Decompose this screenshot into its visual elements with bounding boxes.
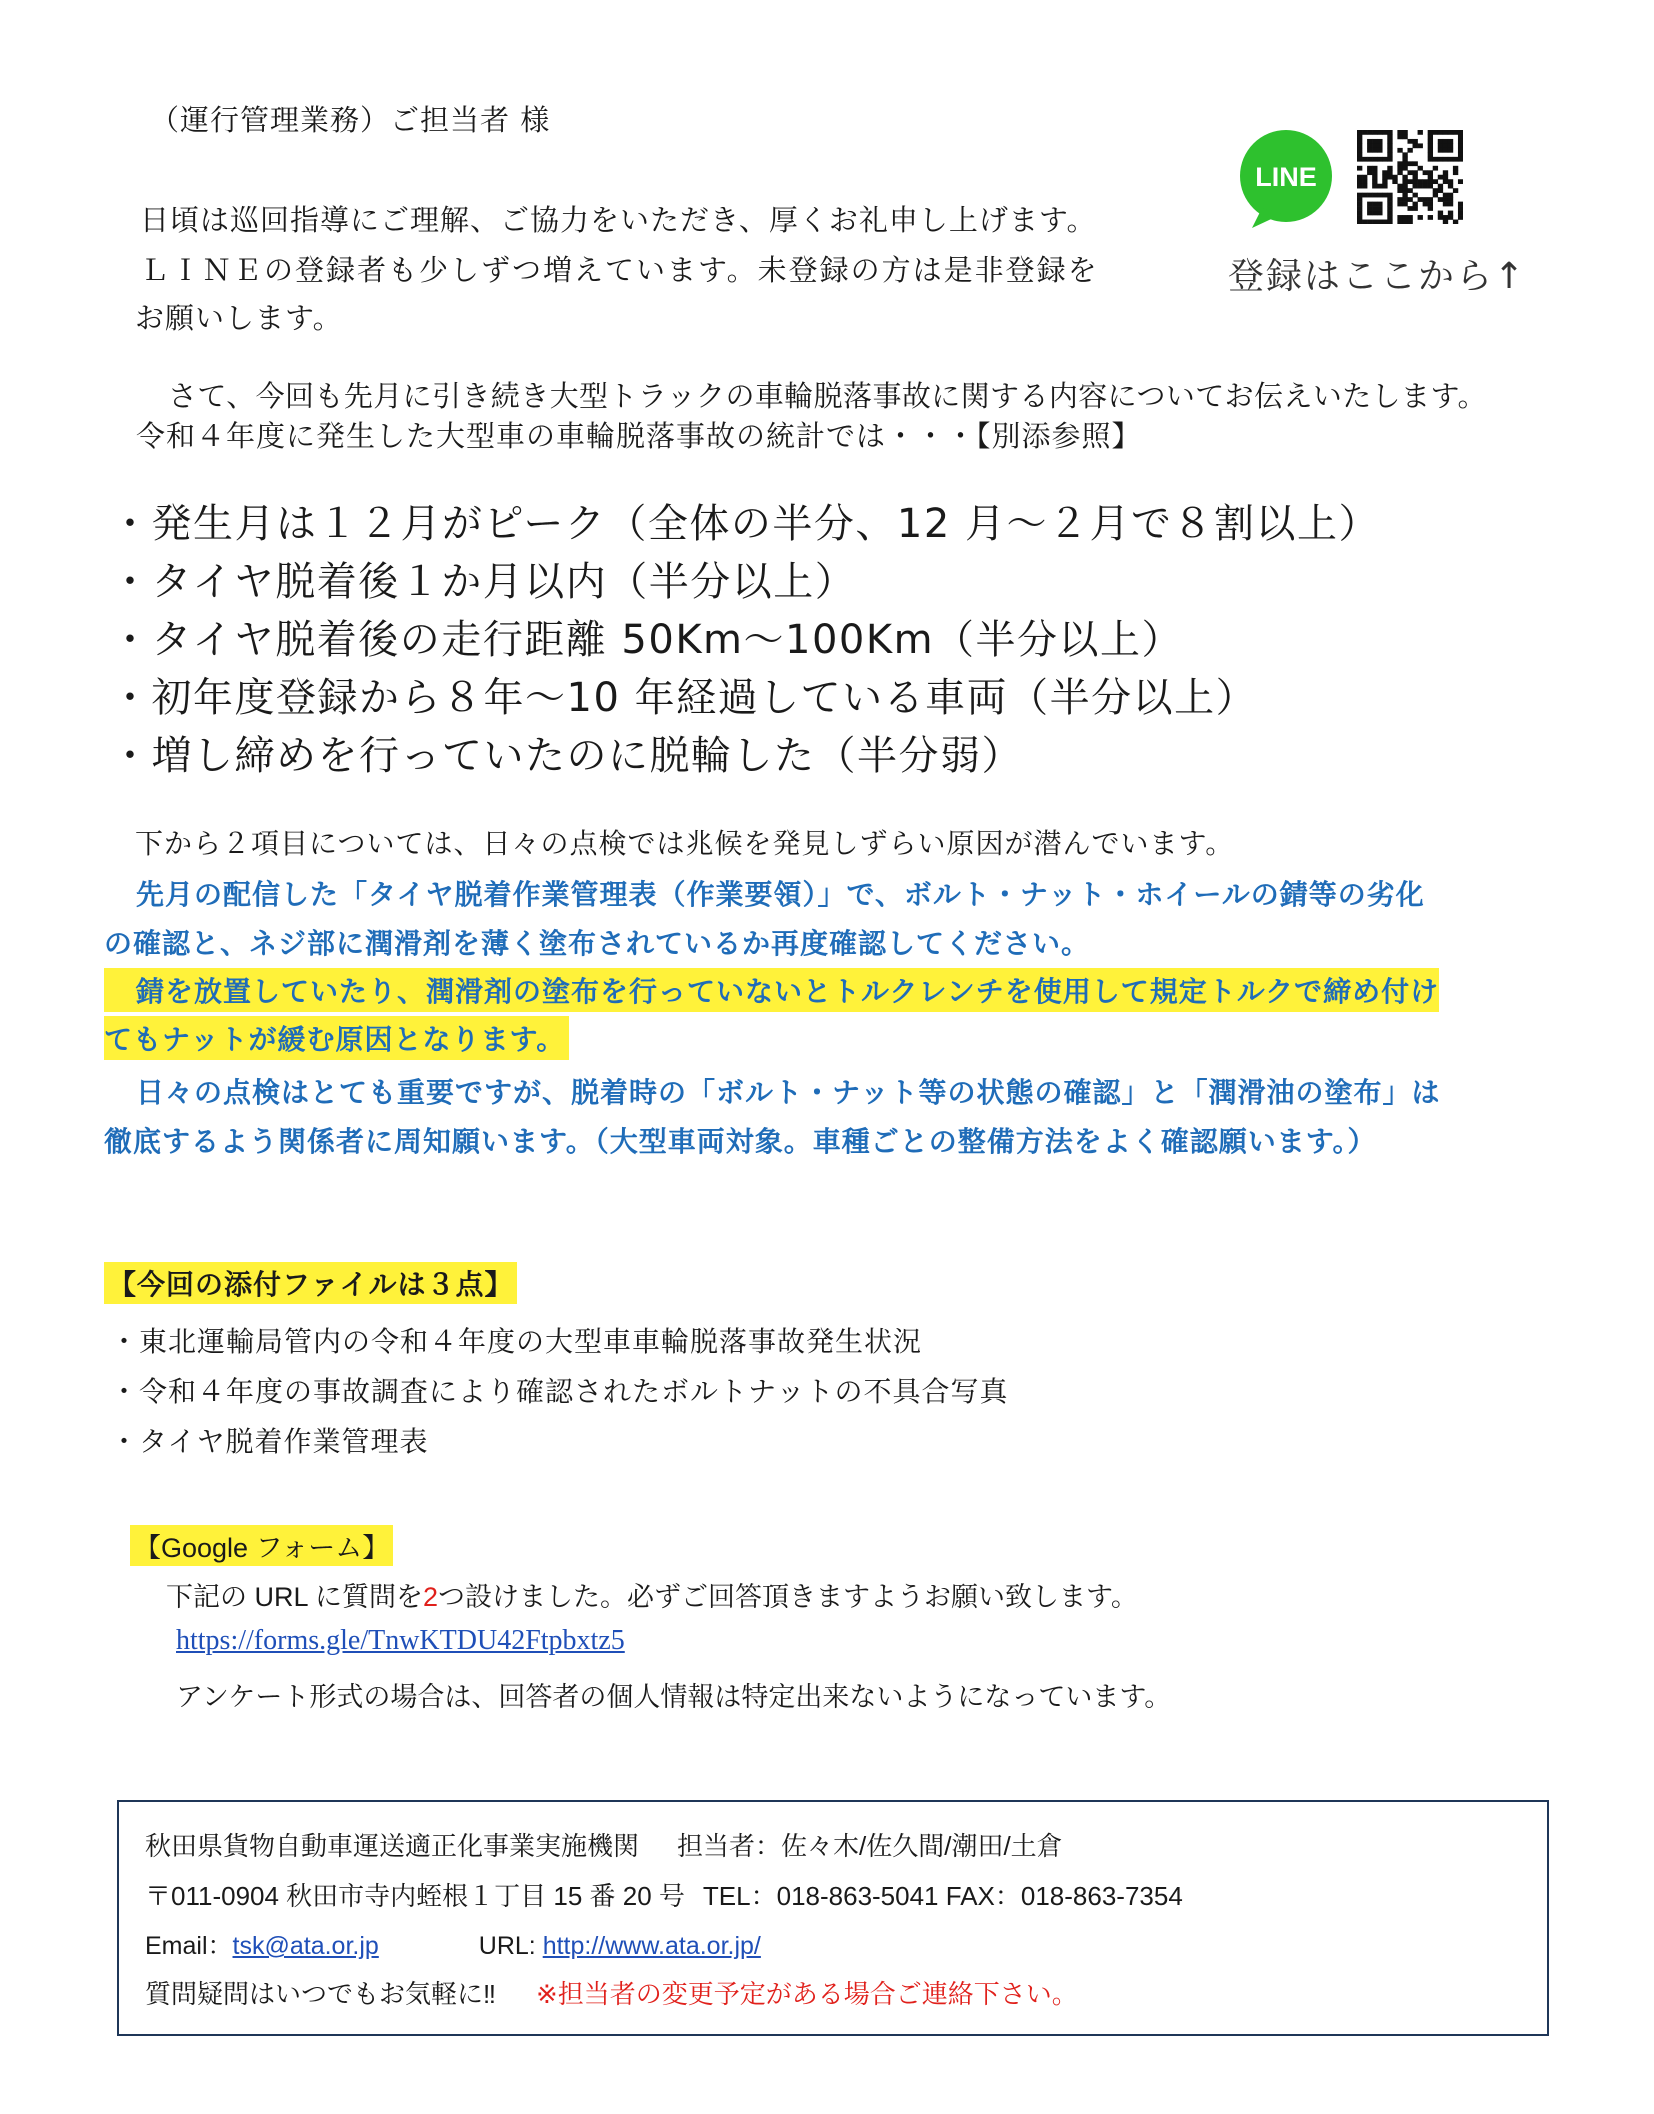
contact-staff: 担当者：佐々木/佐久間/潮田/土倉 xyxy=(677,1831,1063,1861)
contact-box xyxy=(117,1800,1549,2036)
attachment-item: ・タイヤ脱着作業管理表 xyxy=(110,1425,429,1458)
notice-highlight-1b: てもナットが緩む原因となります。 xyxy=(104,1016,569,1060)
stat-item: ・発生月は１２月がピーク（全体の半分、12 月～２月で８割以上） xyxy=(110,501,1381,547)
intro-line-1: さて、今回も先月に引き続き大型トラックの車輪脱落事故に関する内容についてお伝えいたします。 xyxy=(168,379,1487,413)
greeting-line-1: 日頃は巡回指導にご理解、ご協力をいただき、厚くお礼申し上げます。 xyxy=(140,203,1097,237)
notice-blue-1a: 先月の配信した「タイヤ脱着作業管理表（作業要領）」で、ボルト・ナット・ホイールの錆等の劣化 xyxy=(136,878,1425,911)
question-count: 2 xyxy=(423,1582,439,1612)
email-label: Email： xyxy=(145,1932,233,1960)
notice-blue-1b: の確認と、ネジ部に潤滑剤を薄く塗布されているか再度確認してください。 xyxy=(104,927,1091,960)
attachment-item: ・令和４年度の事故調査により確認されたボルトナットの不具合写真 xyxy=(110,1375,1009,1408)
addressee: （運行管理業務）ご担当者 様 xyxy=(150,103,551,137)
notice-blue-2b: 徹底するよう関係者に周知願います。（大型車両対象。車種ごとの整備方法をよく確認願います。） xyxy=(104,1125,1377,1158)
intro-line-2: 令和４年度に発生した大型車の車輪脱落事故の統計では・・・【別添参照】 xyxy=(136,419,1142,453)
google-form-text xyxy=(166,1575,1138,1614)
greeting-line-2: ＬＩＮＥの登録者も少しずつ増えています。未登録の方は是非登録を xyxy=(140,253,1099,287)
website-link[interactable]: http://www.ata.or.jp/ xyxy=(542,1932,761,1960)
stat-item: ・タイヤ脱着後１か月以内（半分以上） xyxy=(110,559,857,605)
email-link[interactable]: tsk@ata.or.jp xyxy=(232,1932,379,1960)
attachments-heading: 【今回の添付ファイルは３点】 xyxy=(104,1262,517,1304)
stat-item: ・タイヤ脱着後の走行距離 50Km～100Km（半分以上） xyxy=(110,617,1184,663)
google-form-text-after: つ設けました。必ずご回答頂きますようお願い致します。 xyxy=(438,1582,1138,1612)
google-form-text-before: 下記の URL に質問を xyxy=(166,1582,424,1612)
contact-casual-note: 質問疑問はいつでもお気軽に‼ xyxy=(145,1979,497,2009)
line-badge-text: LINE xyxy=(1255,162,1317,192)
url-label: URL: xyxy=(478,1932,543,1960)
google-form-url-link[interactable]: https://forms.gle/TnwKTDU42Ftpbxtz5 xyxy=(176,1625,625,1656)
attachment-item: ・東北運輸局管内の令和４年度の大型車車輪脱落事故発生状況 xyxy=(110,1325,923,1358)
contact-tel-fax: TEL：018-863-5041 FAX：018-863-7354 xyxy=(702,1881,1183,1911)
stat-item: ・初年度登録から８年～10 年経過している車両（半分以上） xyxy=(110,675,1258,721)
google-form-heading: 【Google フォーム】 xyxy=(130,1525,393,1566)
line-logo-icon[interactable] xyxy=(1232,128,1344,230)
contact-address: 〒011-0904 秋田市寺内蛭根１丁目 15 番 20 号 xyxy=(145,1881,685,1911)
contact-warning: ※担当者の変更予定がある場合ご連絡下さい。 xyxy=(536,1979,1078,2009)
notice-lead: 下から２項目については、日々の点検では兆候を発見しずらい原因が潜んでいます。 xyxy=(135,827,1235,860)
google-form-note: アンケート形式の場合は、回答者の個人情報は特定出来ないようになっています。 xyxy=(176,1682,1172,1712)
line-register-caption: 登録はここから↑ xyxy=(1228,256,1527,297)
notice-blue-2a: 日々の点検はとても重要ですが、脱着時の「ボルト・ナット等の状態の確認」と「潤滑油の塗布」は xyxy=(136,1076,1441,1109)
notice-highlight-1a: 錆を放置していたり、潤滑剤の塗布を行っていないとトルクレンチを使用して規定トルクで締め付け xyxy=(104,968,1439,1012)
greeting-line-3: お願いします。 xyxy=(135,301,343,335)
contact-org: 秋田県貨物自動車運送適正化事業実施機関 xyxy=(145,1831,640,1861)
qr-code-icon[interactable] xyxy=(1357,130,1463,224)
stat-item: ・増し締めを行っていたのに脱輪した（半分弱） xyxy=(110,733,1023,779)
